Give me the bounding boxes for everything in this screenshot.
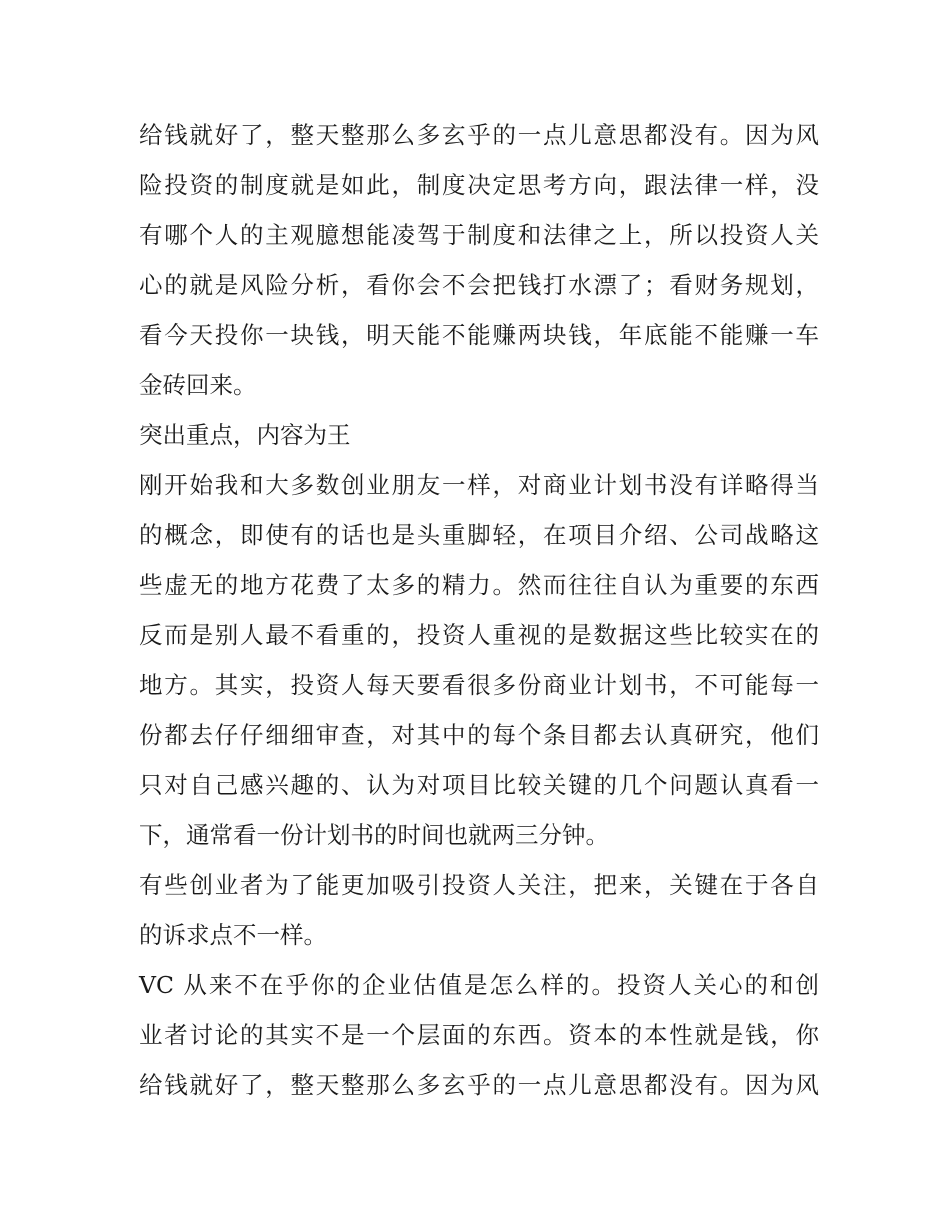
text-line: 地方。其实，投资人每天要看很多份商业计划书，不可能每一	[139, 671, 819, 699]
text-line: 只对自己感兴趣的、认为对项目比较关键的几个问题认真看一	[139, 771, 819, 799]
text-line: 金砖回来。	[139, 371, 257, 399]
section-heading: 突出重点，内容为王	[139, 421, 351, 449]
text-line: 给钱就好了，整天整那么多玄乎的一点儿意思都没有。因为风	[139, 121, 819, 149]
text-line: 份都去仔仔细细审查，对其中的每个条目都去认真研究，他们	[139, 721, 819, 749]
text-line: 有些创业者为了能更加吸引投资人关注，把来，关键在于各自	[139, 871, 819, 899]
text-line: 有哪个人的主观臆想能凌驾于制度和法律之上，所以投资人关	[139, 221, 819, 249]
body-text	[139, 110, 819, 1110]
text-line: 心的就是风险分析，看你会不会把钱打水漂了；看财务规划，	[139, 271, 819, 299]
text-line: 看今天投你一块钱，明天能不能赚两块钱，年底能不能赚一车	[139, 321, 819, 349]
text-line: 的诉求点不一样。	[139, 921, 327, 949]
text-line: 些虚无的地方花费了太多的精力。然而往往自认为重要的东西	[139, 571, 819, 599]
text-line: 给钱就好了，整天整那么多玄乎的一点儿意思都没有。因为风	[139, 1071, 819, 1099]
text-line: 的概念，即使有的话也是头重脚轻，在项目介绍、公司战略这	[139, 521, 819, 549]
text-line: 险投资的制度就是如此，制度决定思考方向，跟法律一样，没	[139, 171, 819, 199]
text-line: 下，通常看一份计划书的时间也就两三分钟。	[139, 821, 609, 849]
text-line: VC 从来不在乎你的企业估值是怎么样的。投资人关心的和创	[139, 971, 819, 999]
text-line: 刚开始我和大多数创业朋友一样，对商业计划书没有详略得当	[139, 471, 819, 499]
text-line: 业者讨论的其实不是一个层面的东西。资本的本性就是钱，你	[139, 1021, 819, 1049]
text-line: 反而是别人最不看重的，投资人重视的是数据这些比较实在的	[139, 621, 819, 649]
